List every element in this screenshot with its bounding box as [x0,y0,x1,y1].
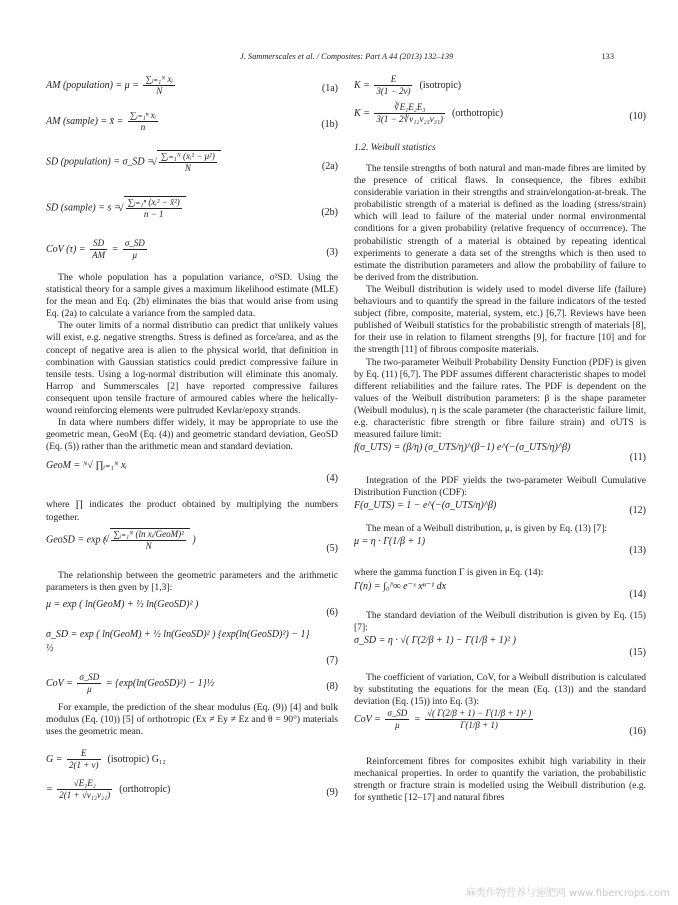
equation-number: (13) [629,545,646,557]
equation-13: μ = η · Γ(1/β + 1) (13) [354,536,646,557]
running-header [0,50,678,64]
journal-citation: J. Summerscales et al. / Composites: Part A 44 (2013) 132–139 [240,52,454,61]
equation-number: (2b) [321,207,338,218]
equation-number: (5) [326,542,338,554]
equation-number: (14) [629,588,646,600]
equation-number: (16) [629,726,646,737]
watermark: 麻类作物营养与施肥网 www.fibercrops.com [465,888,670,899]
paragraph: In data where numbers differ widely, it may be appropriate to use the geometric mean, GeoM (Eq. (4)) and geometric standard deviation, GeoSD (Eq. (5)) rather than the arithmetic mean and standard deviation. [46,417,338,453]
section-heading: 1.2. Weibull statistics [354,142,436,153]
equation-number: (11) [629,452,646,464]
paragraph: where the gamma function Γ is given in Eq. (14): [354,567,544,579]
equation-1b: AM (sample) = x̄ = $\frac{\text{∑ᵢ₌₁ⁿ xᵢ}}{n}$ (1b) [46,110,338,132]
equation-11: f(σ_UTS) = (β/η) (σ_UTS/η)^(β−1) e^(−(σ_UTS/η)^β) (11) [354,442,646,464]
equation-1a: AM (population) = μ = $\frac{\text{∑ᵢ₌₁ᴺ xᵢ}}{N}$ (1a) [46,74,338,96]
paragraph: The whole population has a population variance, σ²SD. Using the statistical theory for a sample gives a maximum likelihood estimate (MLE) for the mean and Eq. (2b) eliminates the bias that would arise from using Eq. (2a) to calculate a variance from the sampled data. [46,272,338,320]
equation-2b: SD (sample) = s = √ $\frac{\text{∑ᵢ₌₁ⁿ (xᵢ² − x̄²)}}{n - 1}$ (2b) [46,196,338,230]
paragraph: The standard deviation of the Weibull distribution is given by Eq. (15) [7]: [354,609,646,633]
equation-number: (4) [326,473,338,485]
equation-number: (9) [326,787,338,799]
equation-5: GeoSD = exp ( √ $\frac{\text{∑ᵢ₌₁ᴺ (ln xᵢ/GeoM)²}}{N}$ ) (5) [46,528,338,570]
paragraph: The two-parameter Weibull Probability Density Function (PDF) is given by Eq. (11) [6,7]. The PDF assumes different characteristic shapes to model different reliabilities and the failure rates. The PDF is dependent on the values of the Weibull distribution parameters: β is the shape parameter (Weibull modulus), η is the scale parameter (the characteristic failure limit, e.g. characteristic fibre strength or fibre failure strain) and σUTS is measured failure limit: [354,356,646,441]
equation-9a: G = $\frac{E}{2(1 + \nu)}$ (isotropic) G₁₂ [46,748,166,771]
equation-number: (3) [326,247,338,258]
equation-8: CoV = $\frac{\sigma\_SD}{\mu}$ = {exp(ln(GeoSD)²) − 1}½ (8) [46,671,338,694]
right-column [354,74,646,804]
equation-number: (8) [326,680,338,692]
equation-number: (12) [629,505,646,517]
paragraph: The Weibull distribution is widely used to model diverse life (failure) behaviours and to quantify the spread in the failure indicators of the tested subject (fibre, composite, material, system, etc.) [6,7]. Reviews have been published of Weibull statistics for the probabilistic strength of materials [8], for their use in relation to filament strengths [9], for fracture [10] and for the strength [11] of fibrous composite materials. [354,283,646,356]
paragraph: Reinforcement fibres for composites exhibit high variability in their mechanical properties. In order to quantify the variation, the probabilistic strength or fracture strain is modelled using the Weibull distribution (e.g. for synthetic [12–17] and natural fibres [354,756,646,804]
equation-14: Γ(n) = ∫₀^∞ e⁻ˣ xⁿ⁻¹ dx (14) [354,580,646,600]
equation-number: (1b) [321,119,338,130]
equation-16: CoV = $\frac{\sigma\_SD}{\mu}$ = $\frac{\text{√( Γ(2/β + 1) − Γ(1/β + 1)² )}}{\Gamma(1/\beta + 1)}$ (16) [354,708,646,737]
paragraph: The outer limits of a normal distributio can predict that unlikely values will exist, e.g. negative strengths. Stress is defined as force/area, and as the concept of negative area is alien to the physical world, that definition in combination with Gaussian statistics could predict compressive failure in tensile tests. Using a log-normal distribution will eliminate this anomaly. Harrop and Summerscales [2] have reported compressive failures consequent upon tensile fracture of armoured cables where the helically-wound reinforcing elements were pultruded Kevlar/epoxy strands. [46,320,338,417]
equation-number: (2a) [321,161,338,172]
equation-9b: = $\frac{\text{√E₁E₂}}{\text{2(1 + √ν₁₂ν₂₁)}}$ (orthotropic) (9) [46,778,338,801]
equation-4: GeoM = ᴺ√ ∏ᵢ₌₁ᴺ xᵢ (4) [46,460,338,485]
equation-12: F(σ_UTS) = 1 − e^(−(σ_UTS/η)^β) (12) [354,500,646,517]
equation-number: (15) [629,646,646,658]
equation-number: (1a) [321,83,338,94]
equation-3: CoV (τ) = $\frac{SD}{AM}$ = $\frac{\sigma\_SD}{\mu}$ (3) [46,238,338,260]
paragraph: The mean of a Weibull distribution, μ, is given by Eq. (13) [7]: [366,523,608,535]
left-column [46,74,338,808]
equation-2a: SD (population) = σ_SD = √ $\frac{\text{∑ᵢ₌₁ᴺ (xᵢ² − μ²)}}{N}$ (2a) [46,150,338,184]
paragraph: The tensile strengths of both natural and man-made fibres are limited by the presence of critical flaws. In consequence, the fibres exhibit considerable variation in their strengths and strain/elongation-at-break. The probabilistic strength of a material is defined as the loading (stress/strain) which will lead to failure of the material under normal environmental conditions for a given probability (relative frequency of occurrence). The probabilistic strength of a material is obtained by repeating identical experiments to generate a data set of the strengths which is then used to estimate the distribution parameters and allow the probability of failure to be derived from the distribution. [354,163,646,283]
equation-6: μ = exp ( ln(GeoM) + ½ ln(GeoSD)² ) (6) [46,598,338,618]
equation-7: σ_SD = exp ( ln(GeoM) + ½ ln(GeoSD)² ) {exp(ln(GeoSD)²) − 1}½ (7) [46,628,338,666]
paragraph: The coefficient of variation, CoV, for a Weibull distribution is calculated by substituting the equations for the mean (Eq. (13)) and the standard deviation (Eq. (15)) into Eq. (3): [354,671,646,707]
page-number: 133 [601,52,614,61]
equation-number: (7) [326,654,338,666]
paragraph: For example, the prediction of the shear modulus (Eq. (9)) [4] and bulk modulus (Eq. (10)) [5] of orthotropic (Ex ≠ Ey ≠ Ez and θ = 90°) materials uses the geometric mean. [46,701,338,737]
equation-15: σ_SD = η · √( Γ(2/β + 1) − Γ(1/β + 1)² ) (15) [354,634,646,658]
equation-number: (10) [629,111,646,122]
equation-number: (6) [326,606,338,618]
equation-10a: K = $\frac{E}{3(1 - 2\nu)}$ (isotropic) [354,74,462,96]
paragraph: where ∏ indicates the product obtained by multiplying the numbers together. [46,499,338,523]
equation-10b: K = $\frac{\text{∛E₁E₂E₃}}{\text{3(1 − 2∛ν₁₂ν₂₃ν₃₁)}}$ (orthotropic) (10) [354,102,646,124]
paragraph: The relationship between the geometric parameters and the arithmetic parameters is then gven by [1,3]: [46,569,338,593]
paragraph: Integration of the PDF yields the two-parameter Weibull Cumulative Distribution Function (CDF): [354,475,646,499]
